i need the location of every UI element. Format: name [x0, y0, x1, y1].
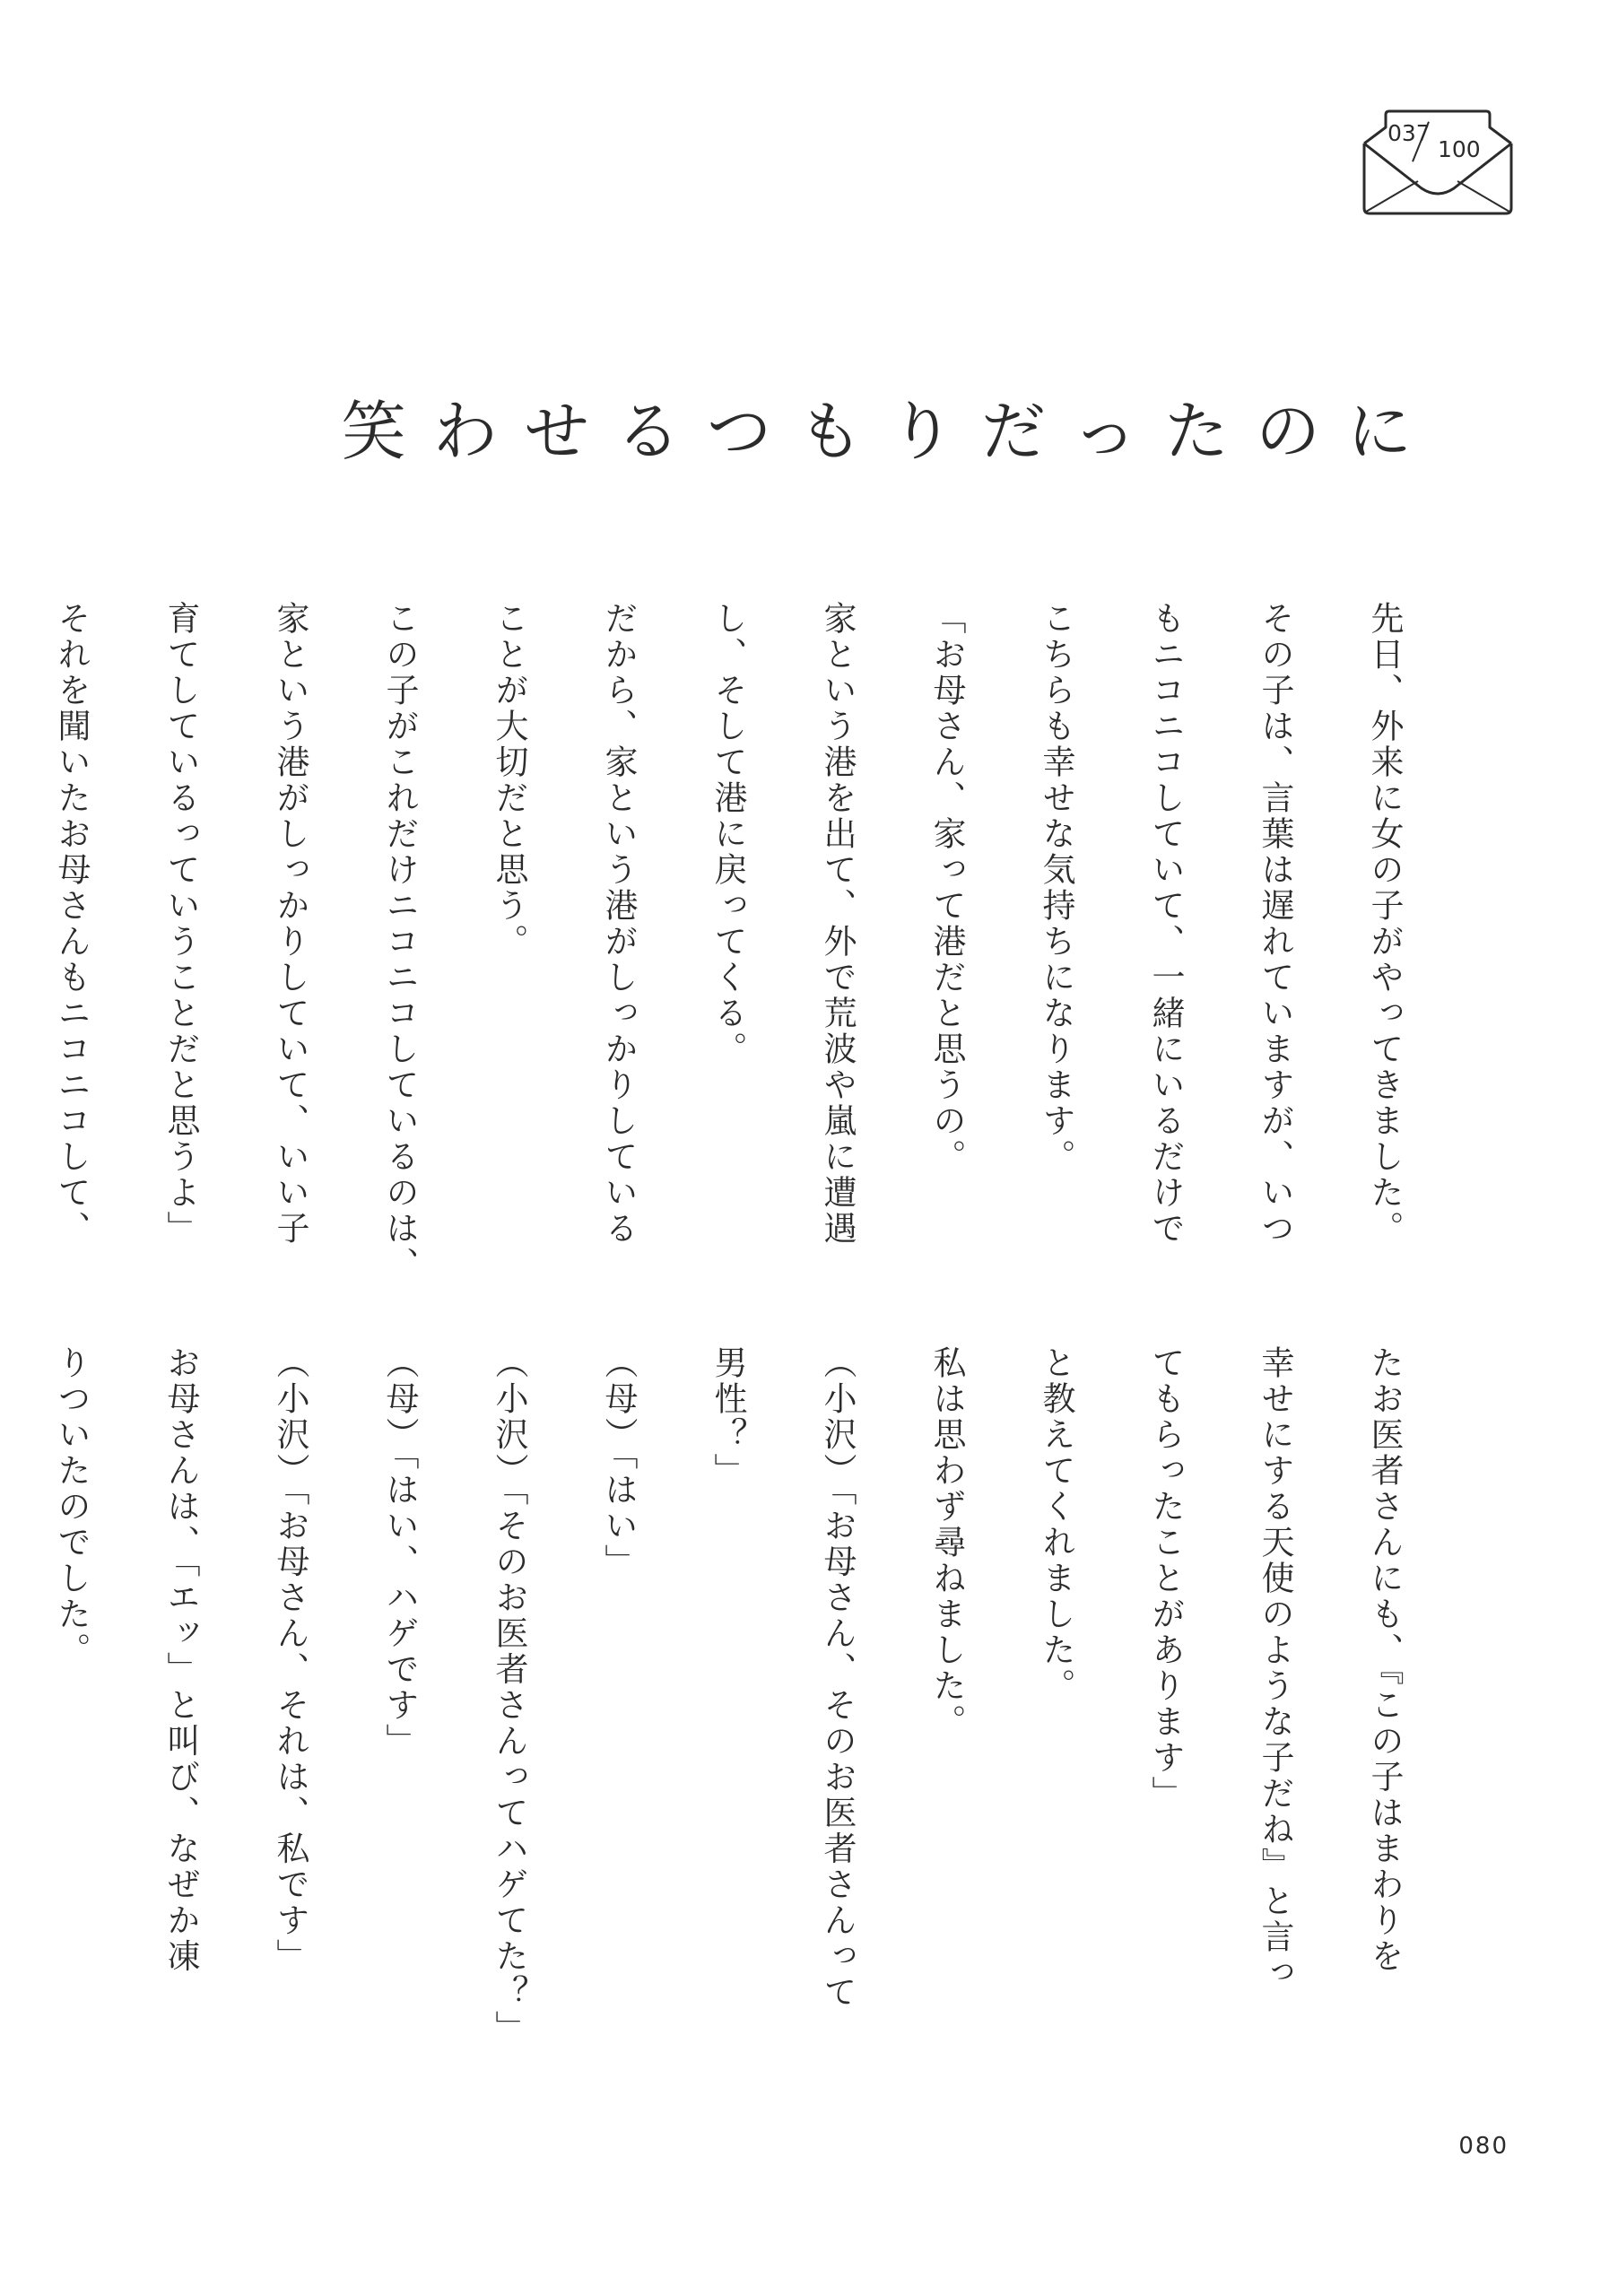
- text-line: ことが大切だと思う。: [490, 601, 528, 960]
- text-line: （小沢）「お母さん、それは、私です」: [271, 1345, 309, 1975]
- text-line: たお医者さんにも、『この子はまわりを: [1365, 1345, 1404, 1975]
- text-line: てもらったことがあります」: [1146, 1345, 1185, 1812]
- text-line: その子は、言葉は遅れていますが、いつ: [1256, 601, 1294, 1247]
- text-line: （小沢）「お母さん、そのお医者さんって: [818, 1345, 857, 2011]
- text-line: 家という港がしっかりしていて、いい子: [271, 601, 309, 1247]
- badge-total: 100: [1438, 136, 1481, 162]
- text-line: （母）「はい」: [599, 1345, 638, 1580]
- text-line: それを聞いたお母さんもニコニコして、: [52, 601, 91, 1247]
- chapter-badge: [1359, 108, 1516, 220]
- text-line: りついたのでした。: [52, 1345, 91, 1668]
- text-line: し、そして港に戻ってくる。: [709, 601, 747, 1067]
- text-line: 家という港を出て、外で荒波や嵐に遭遇: [818, 601, 857, 1247]
- badge-number: 037: [1387, 120, 1431, 146]
- page-number: 080: [1458, 2133, 1509, 2160]
- text-line: 育てしているっていうことだと思うよ」: [161, 601, 200, 1247]
- text-line: 男性？」: [709, 1345, 747, 1489]
- text-line: 幸せにする天使のような子だね』と言っ: [1256, 1345, 1294, 1991]
- text-line: 先日、外来に女の子がやってきました。: [1365, 601, 1404, 1247]
- text-line: もニコニコしていて、一緒にいるだけで: [1146, 601, 1185, 1247]
- text-line: [0, 601, 16, 1283]
- text-line: （小沢）「そのお医者さんってハゲてた？」: [490, 1345, 528, 2047]
- text-line: （母）「はい、ハゲです」: [380, 1345, 419, 1760]
- text-line: 私は思わず尋ねました。: [927, 1345, 966, 1740]
- envelope-icon: [1359, 108, 1516, 220]
- text-line: [0, 1345, 16, 1883]
- body-text-upper: [52, 601, 1439, 1283]
- text-line: 「お母さん、家って港だと思うの。: [927, 601, 966, 1175]
- text-line: この子がこれだけニコニコしているのは、: [380, 601, 419, 1283]
- body-text-lower: [52, 1345, 1439, 2047]
- text-line: と教えてくれました。: [1037, 1345, 1075, 1704]
- text-line: だから、家という港がしっかりしている: [599, 601, 638, 1247]
- text-line: お母さんは、「エッ」と叫び、なぜか凍: [161, 1345, 200, 1975]
- text-line: こちらも幸せな気持ちになります。: [1037, 601, 1075, 1175]
- page-title: 笑わせるつもりだったのに: [341, 394, 1439, 469]
